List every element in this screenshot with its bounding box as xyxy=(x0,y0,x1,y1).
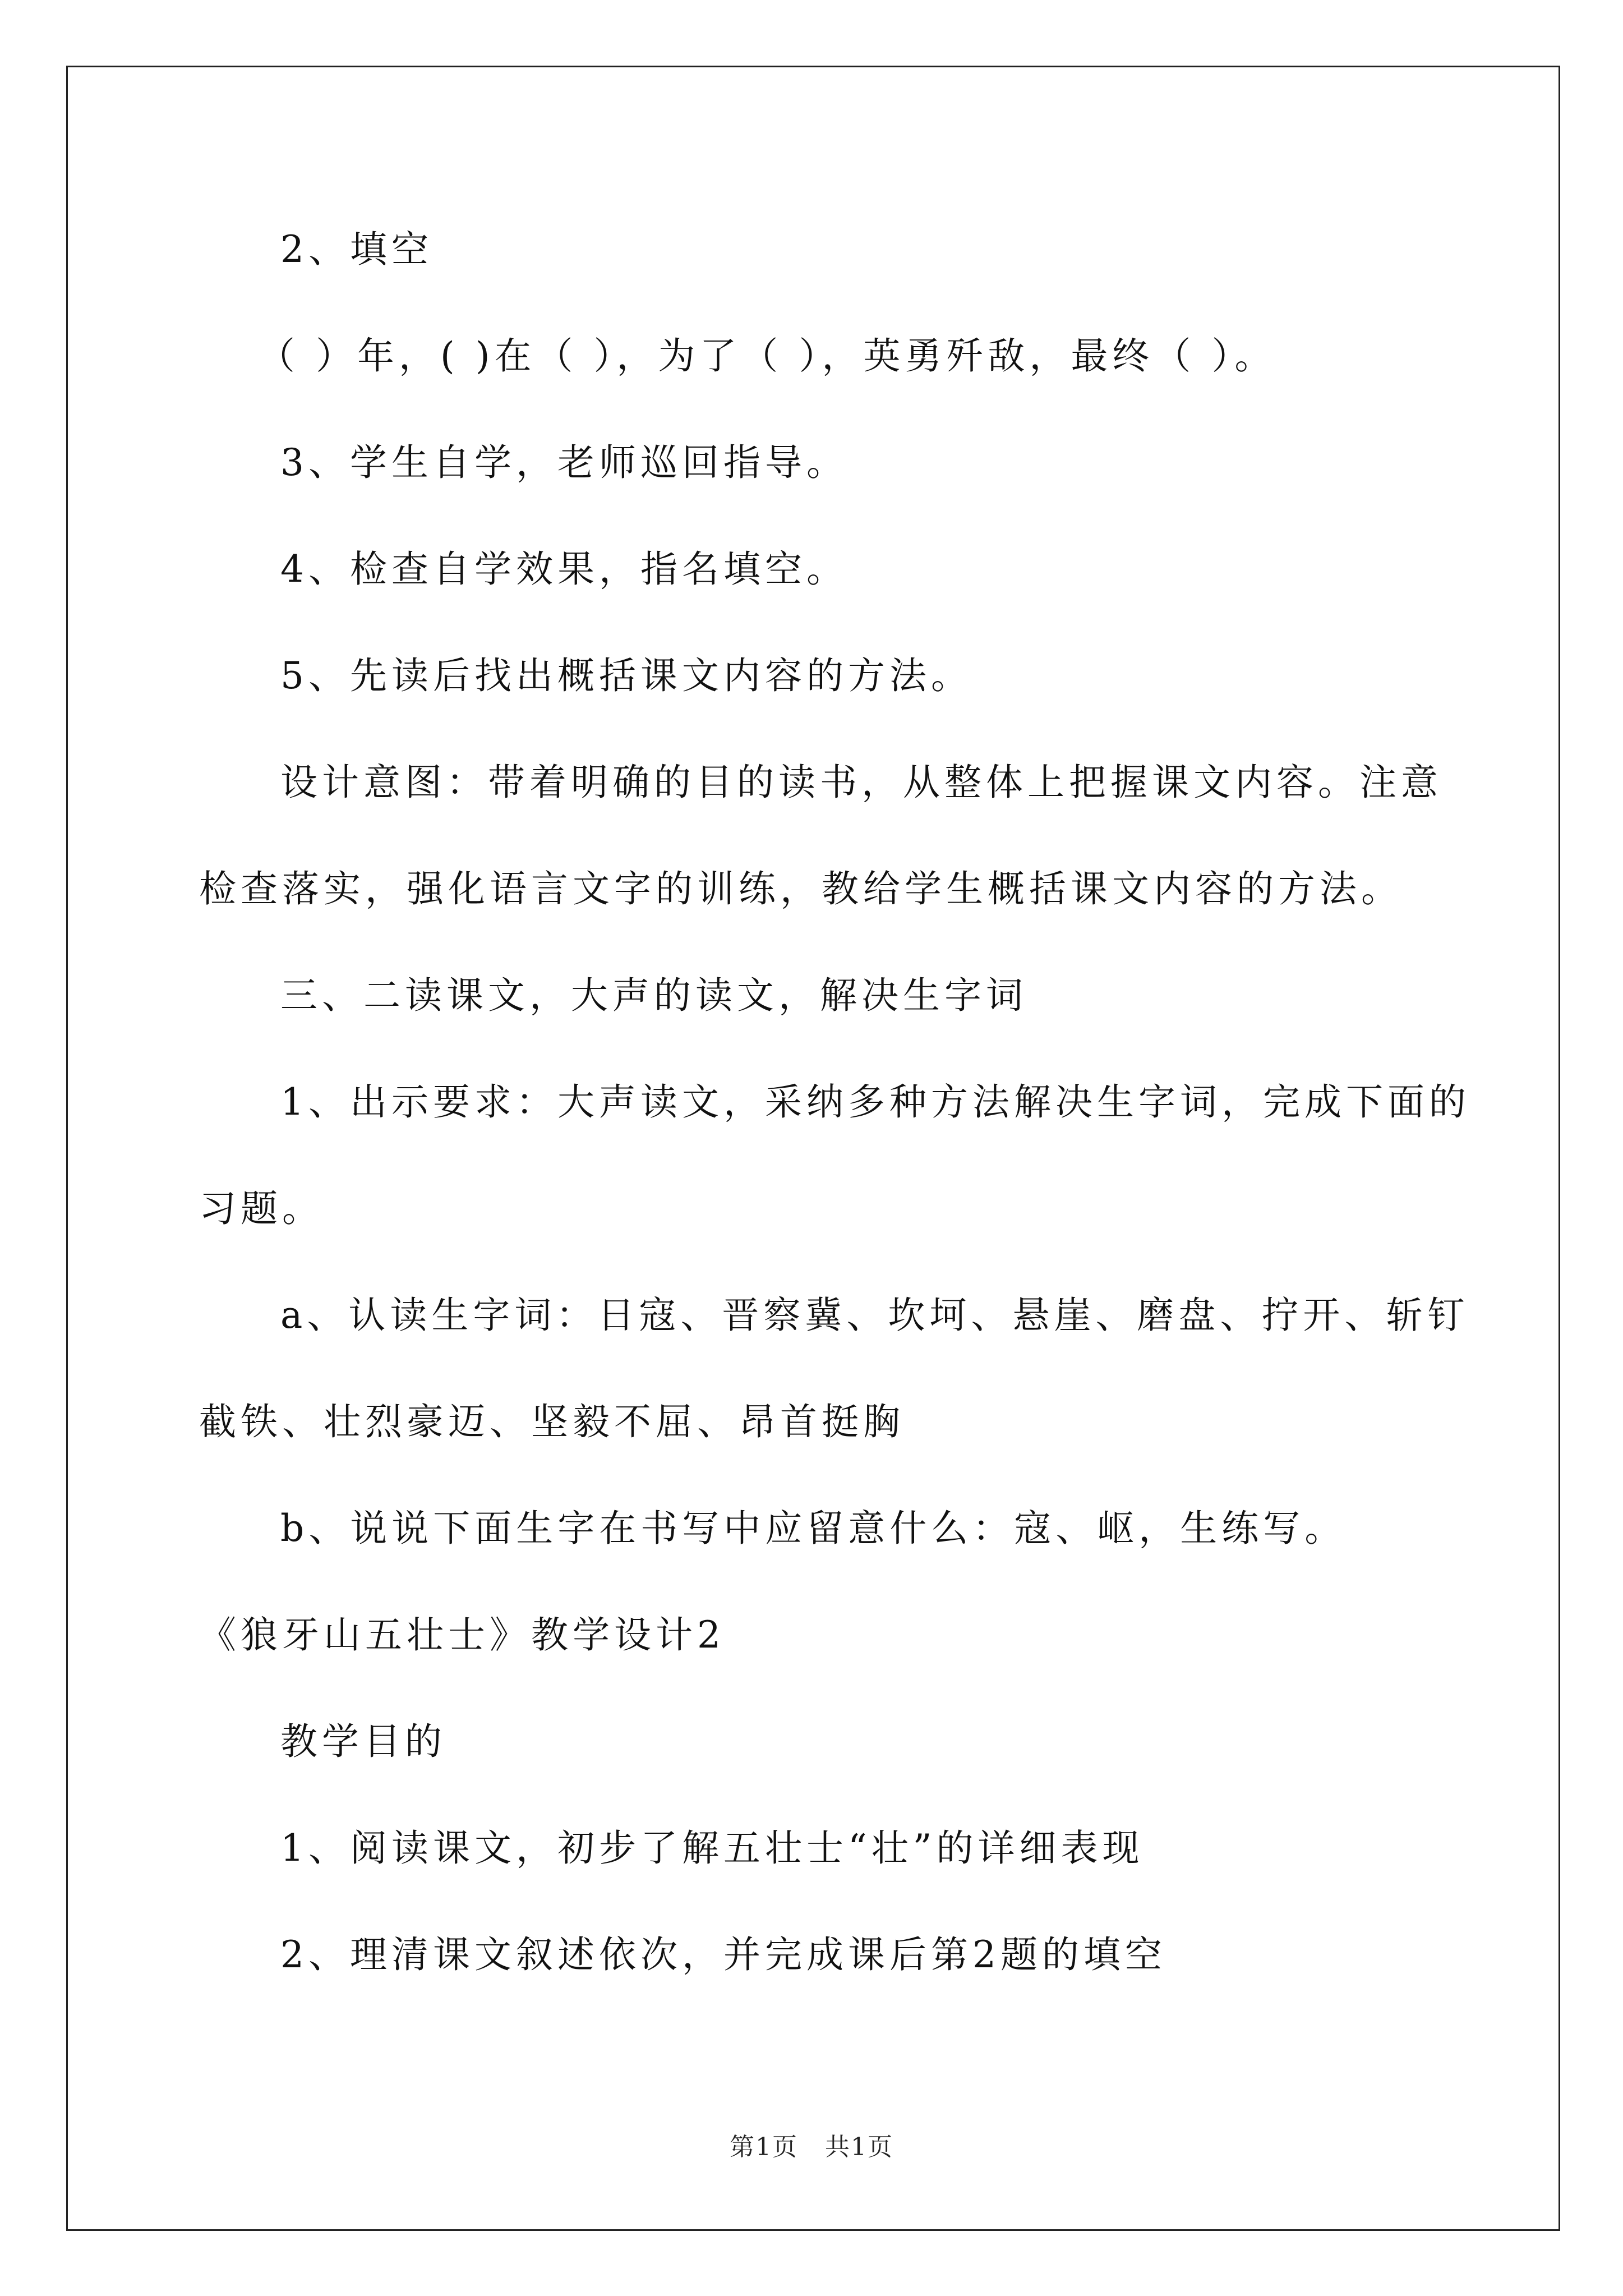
section-heading-second-reading: 三、二读课文，大声的读文，解决生字词 xyxy=(280,974,1027,1017)
text-line-goal-2: 2、理清课文叙述依次，并完成课后第2题的填空 xyxy=(280,1933,1166,1976)
text-line-fill-blank-sentence: （ ）年，( )在（ ），为了（ ），英勇歼敌，最终（ ）。 xyxy=(258,334,1276,378)
text-line-writing-practice: b、说说下面生字在书写中应留意什么：寇、岖，生练写。 xyxy=(280,1507,1347,1550)
text-line-requirements-2: 习题。 xyxy=(199,1187,324,1230)
document-title-design-2: 《狼牙山五壮士》教学设计2 xyxy=(199,1613,725,1657)
page-footer xyxy=(0,2132,1623,2163)
text-line-vocabulary-2: 截铁、壮烈豪迈、坚毅不屈、昂首挺胸 xyxy=(199,1400,905,1443)
section-heading-teaching-goals: 教学目的 xyxy=(280,1720,446,1763)
text-line-design-intent-2: 检查落实，强化语言文字的训练，教给学生概括课文内容的方法。 xyxy=(199,867,1403,910)
text-line-goal-1: 1、阅读课文，初步了解五壮士“壮”的详细表现 xyxy=(280,1826,1144,1870)
text-line-vocabulary-1: a、认读生字词：日寇、晋察冀、坎坷、悬崖、磨盘、拧开、斩钉 xyxy=(280,1294,1469,1337)
text-line-check-results: 4、检查自学效果，指名填空。 xyxy=(280,547,848,591)
page-number-current: 第1页 xyxy=(730,2133,798,2161)
page-border xyxy=(66,66,1560,2231)
text-line-self-study: 3、学生自学，老师巡回指导。 xyxy=(280,441,848,484)
text-line-summary-method: 5、先读后找出概括课文内容的方法。 xyxy=(280,654,972,697)
text-line-requirements-1: 1、出示要求：大声读文，采纳多种方法解决生字词，完成下面的 xyxy=(280,1080,1470,1124)
page-number-total: 共1页 xyxy=(825,2133,893,2161)
text-line-fill-blank-heading: 2、填空 xyxy=(280,228,433,271)
text-line-design-intent-1: 设计意图：带着明确的目的读书，从整体上把握课文内容。注意 xyxy=(280,761,1442,804)
